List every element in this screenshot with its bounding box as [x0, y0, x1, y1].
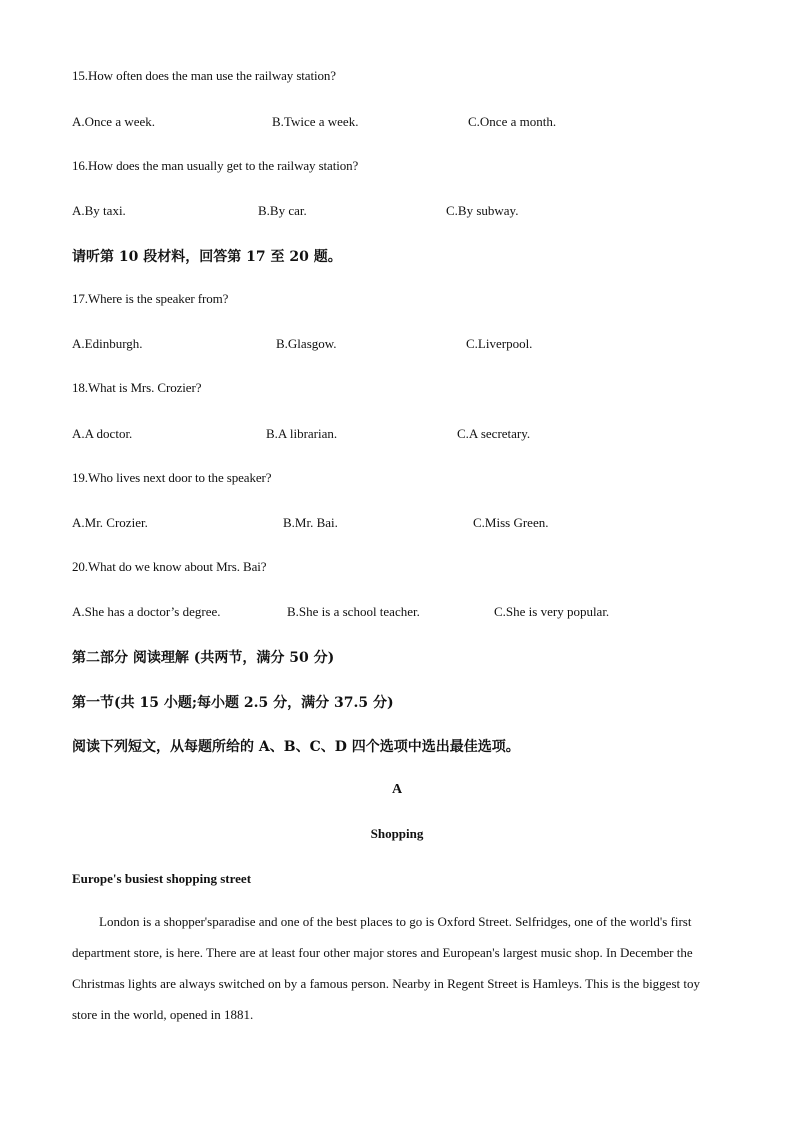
q18-option-c: C.A secretary.: [457, 426, 531, 441]
q17-option-a: A.Edinburgh.: [72, 336, 143, 351]
passage-label: A: [391, 782, 403, 797]
question-15: 15.How often does the man use the railway station?: [72, 68, 336, 83]
reading-part-title: 第二部分 阅读理解 (共两节，满分 50 分): [72, 650, 335, 666]
q16-option-a: A.By taxi.: [72, 203, 126, 218]
reading-section-title: 第一节(共 15 小题;每小题 2.5 分，满分 37.5 分): [72, 695, 394, 711]
question-19: 19.Who lives next door to the speaker?: [72, 470, 272, 485]
listening-instruction-10: 请听第 10 段材料，回答第 17 至 20 题。: [72, 249, 342, 265]
question-17: 17.Where is the speaker from?: [72, 291, 229, 306]
q20-option-b: B.She is a school teacher.: [287, 604, 420, 619]
passage-title: Shopping: [370, 826, 424, 841]
question-16: 16.How does the man usually get to the railway station?: [72, 158, 359, 173]
passage-subtitle: Europe's busiest shopping street: [72, 871, 252, 886]
q15-option-a: A.Once a week.: [72, 114, 156, 129]
q19-option-c: C.Miss Green.: [473, 515, 549, 530]
question-18: 18.What is Mrs. Crozier?: [72, 380, 202, 395]
q16-option-b: B.By car.: [258, 203, 307, 218]
q20-option-c: C.She is very popular.: [494, 604, 610, 619]
q15-option-c: C.Once a month.: [468, 114, 557, 129]
q19-option-a: A.Mr. Crozier.: [72, 515, 148, 530]
reading-instruction: 阅读下列短文，从每题所给的 A、B、C、D 四个选项中选出最佳选项。: [72, 739, 520, 755]
q18-option-a: A.A doctor.: [72, 426, 133, 441]
q17-option-c: C.Liverpool.: [466, 336, 533, 351]
q16-option-c: C.By subway.: [446, 203, 519, 218]
q15-option-b: B.Twice a week.: [272, 114, 359, 129]
passage-paragraph: London is a shopper'sparadise and one of the best places to go is Oxford Street. Selfridges, one of the world's first department store, is here. There are at least four other major stores and European's largest music shop. In December the Christmas lights are always switched on by a famous person. Nearby in Regent Street is Hamleys. This is the biggest toy store in the world, opened in 1881.: [72, 914, 700, 1022]
question-20: 20.What do we know about Mrs. Bai?: [72, 559, 267, 574]
q20-option-a: A.She has a doctor’s degree.: [72, 604, 221, 619]
q17-option-b: B.Glasgow.: [276, 336, 337, 351]
q18-option-b: B.A librarian.: [266, 426, 338, 441]
q19-option-b: B.Mr. Bai.: [283, 515, 338, 530]
